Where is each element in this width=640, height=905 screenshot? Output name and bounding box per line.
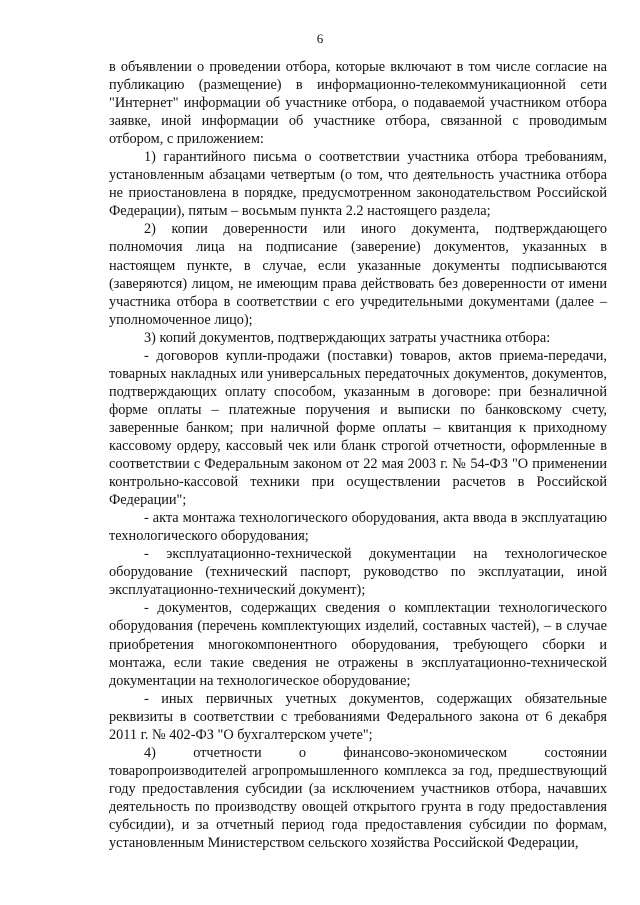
paragraph-item-3: 3) копий документов, подтверждающих затраты участника отбора: [144,329,551,346]
paragraph-intro-continuation: в объявлении о проведении отбора, которые включают в том числе согласие на публикацию (размещение) в информационно-телекоммуникационной сети "Интернет" информации об участнике отбора, о подаваемой участником отбора заявке, иной информации об участнике отбора, связанной с проводимым отбором, с приложением: [109,59,607,148]
paragraph-subitem-installation-act: - акта монтажа технологического оборудования, акта ввода в эксплуатацию технологического оборудования; [109,510,607,545]
page-number: 6 [316,31,324,46]
paragraph-subitem-accounting-documents: - иных первичных учетных документов, содержащих обязательные реквизиты в соответствии с требованиями Федерального закона от 6 декабря 2011 г. № 402-ФЗ "О бухгалтерском учете"; [109,690,607,743]
paragraph-item-1: 1) гарантийного письма о соответствии участника отбора требованиям, установленным абзацами четвертым (о том, что деятельность участника отбора не приостановлена в порядке, предусмотренном законодательством Российской Федерации), пятым – восьмым пункта 2.2 настоящего раздела; [109,149,607,220]
paragraph-item-4: 4) отчетности о финансово-экономическом состоянии товаропроизводителей агропромышленного комплекса за год, предшествующий году предоставления субсидии (за исключением участников отбора, начавших деятельность по производству овощей открытого грунта в году предоставления субсидии), и за отчетный период года предоставления субсидии по формам, установленным Министерством сельского хозяйства Российской Федерации, [109,744,607,852]
paragraph-item-2: 2) копии доверенности или иного документа, подтверждающего полномочия лица на подписание (заверение) документов, указанных в настоящем пункте, в случае, если указанные документы подписываются (заверяются) лицом, не имеющим права действовать без доверенности от имени участника отбора в соответствии с его учредительными документами (далее – уполномоченное лицо); [109,221,607,328]
paragraph-subitem-contracts: - договоров купли-продажи (поставки) товаров, актов приема-передачи, товарных накладных или универсальных передаточных документов, документов, подтверждающих оплату способом, указанным в договоре: при безналичной форме оплаты – платежные поручения и выписки по банковскому счету, заверенные банком; при наличной форме оплаты – квитанция к приходному кассовому ордеру, кассовый чек или бланк строгой отчетности, оформленные в соответствии с Федеральным законом от 22 мая 2003 г. № 54-ФЗ "О применении контрольно-кассовой техники при осуществлении расчетов в Российской Федерации"; [109,347,607,509]
document-body [109,58,607,852]
paragraph-subitem-equipment-components: - документов, содержащих сведения о комплектации технологического оборудования (перечень комплектующих изделий, составных частей), – в случае приобретения многокомпонентного оборудования, требующего сборки и монтажа, если такие сведения не отражены в эксплуатационно-технической документации на технологическое оборудование; [109,600,607,689]
paragraph-subitem-technical-documentation: - эксплуатационно-технической документации на технологическое оборудование (технический паспорт, руководство по эксплуатации, иной эксплуатационно-технический документ); [109,546,607,599]
